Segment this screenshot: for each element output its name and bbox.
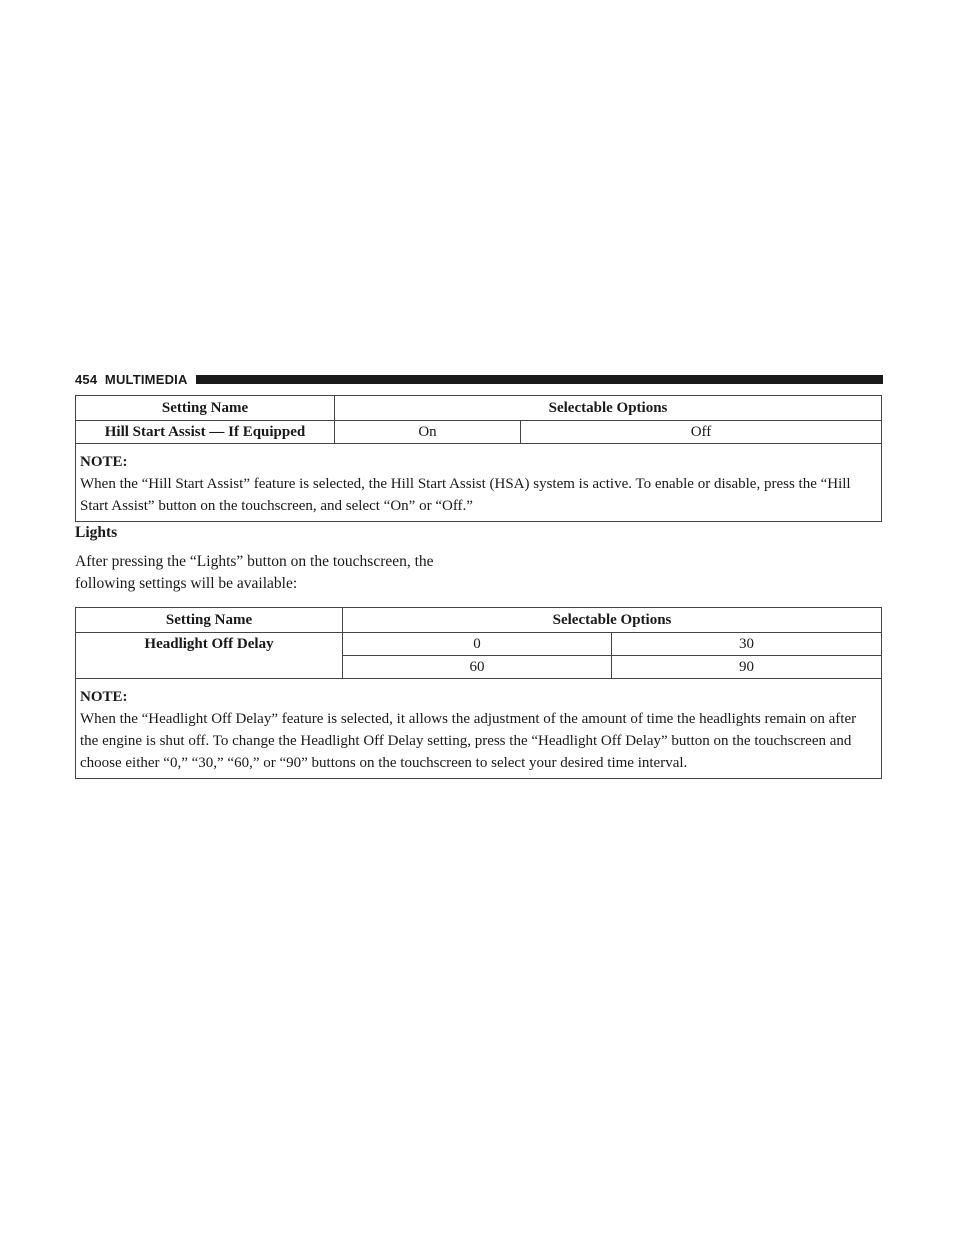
option-cell: Off xyxy=(521,421,882,444)
option-cell: 60 xyxy=(343,656,612,679)
table-row xyxy=(76,633,882,656)
option-cell: 0 xyxy=(343,633,612,656)
setting-name-header: Setting Name xyxy=(76,396,335,421)
note-row xyxy=(76,679,882,779)
table-header-row xyxy=(76,608,882,633)
setting-name-cell: Headlight Off Delay xyxy=(76,633,343,679)
note-title: NOTE: xyxy=(80,454,128,470)
note-cell xyxy=(76,679,882,779)
note-title: NOTE: xyxy=(80,689,128,705)
note-text: When the “Headlight Off Delay” feature is selected, it allows the adjustment of the amount of time the headlights remain on after the engine is shut off. To change the Headlight Off Delay setting, press the “Headlight Off Delay” button on the touchscreen and choose either “0,” “30,” “60,” or “90” buttons on the touchscreen to select your desired time interval. xyxy=(80,711,857,771)
table-header-row xyxy=(76,396,882,421)
option-cell: 30 xyxy=(612,633,882,656)
option-cell: On xyxy=(335,421,521,444)
note-text: When the “Hill Start Assist” feature is selected, the Hill Start Assist (HSA) system is active. To enable or disable, press the “Hill Start Assist” button on the touchscreen, and select “On” or “Off.” xyxy=(80,476,851,514)
section-title: Lights xyxy=(75,524,118,541)
option-cell: 90 xyxy=(612,656,882,679)
lights-table xyxy=(75,607,882,779)
selectable-options-header: Selectable Options xyxy=(343,608,882,633)
setting-name-cell: Hill Start Assist — If Equipped xyxy=(76,421,335,444)
section-name: MULTIMEDIA xyxy=(104,371,188,387)
setting-name-header: Setting Name xyxy=(76,608,343,633)
page-header-label xyxy=(75,372,188,387)
section-intro: After pressing the “Lights” button on the touchscreen, the following settings will be available: xyxy=(75,553,434,592)
page-header xyxy=(75,371,883,387)
note-cell xyxy=(76,444,882,522)
note-row xyxy=(76,444,882,522)
hill-start-assist-table xyxy=(75,395,882,522)
page-number: 454 xyxy=(75,371,98,387)
header-rule xyxy=(196,375,883,384)
table-row xyxy=(76,421,882,444)
selectable-options-header: Selectable Options xyxy=(335,396,882,421)
